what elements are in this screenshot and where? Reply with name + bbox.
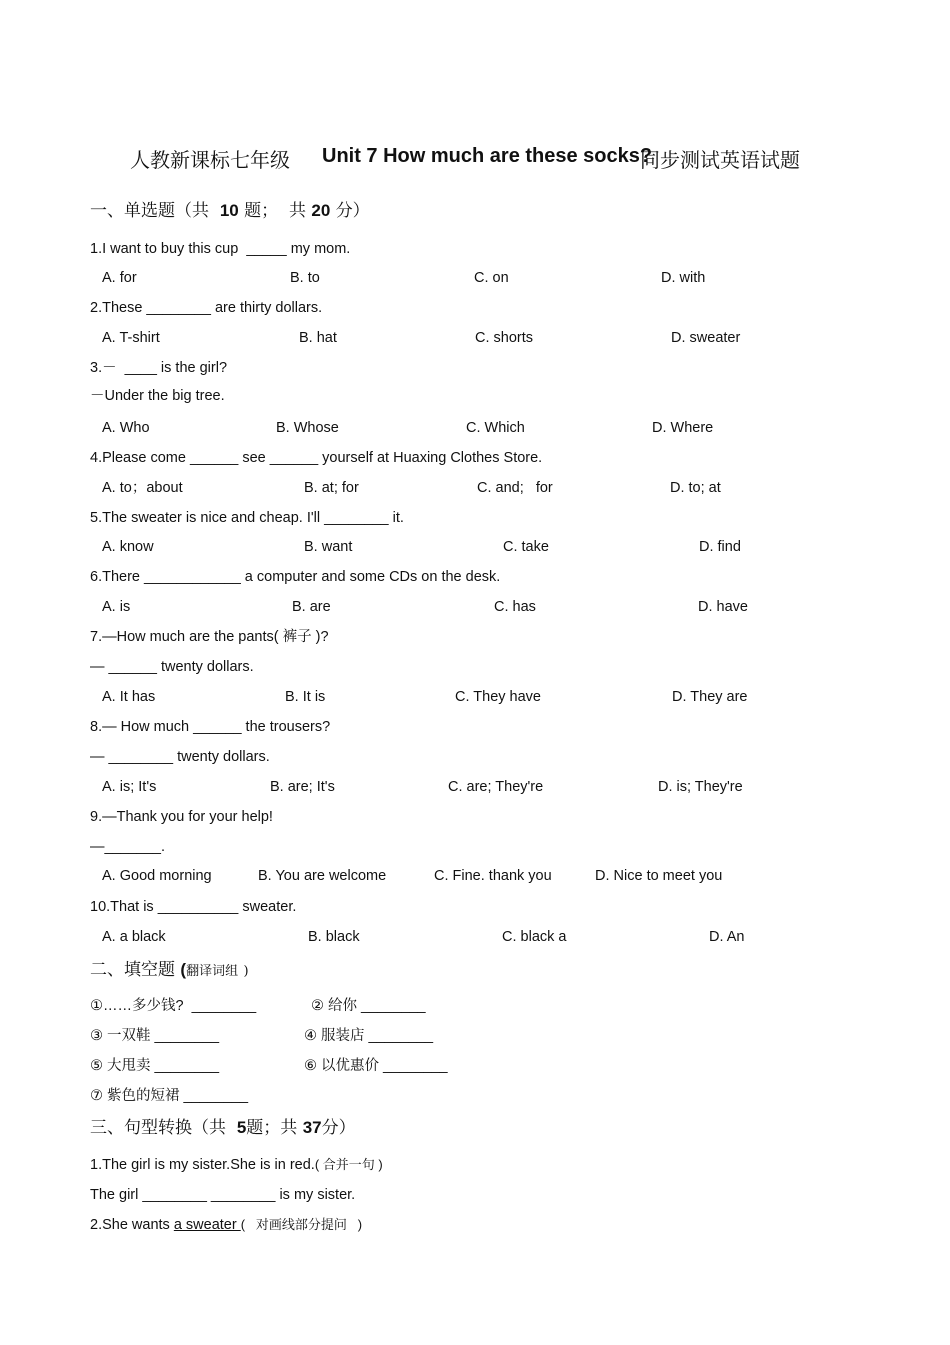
q4-option-c: C. and; for (477, 480, 553, 496)
section1-post: 分） (335, 201, 370, 221)
q10-option-d: D. An (709, 929, 745, 945)
transform-1 (90, 1156, 383, 1174)
q10-option-c: C. black a (502, 929, 567, 945)
q3-option-c: C. Which (466, 420, 525, 436)
q1-option-a: A. for (102, 270, 137, 286)
transform-2 (90, 1216, 362, 1234)
transform-2-note: ( 对画线部分提问 ) (240, 1217, 363, 1232)
fill-item-6: ⑥ 以优惠价 ________ (304, 1058, 448, 1074)
q5-option-b: B. want (304, 539, 353, 555)
section2-paren-open: ( (180, 960, 187, 979)
section3-count: 5 (236, 1118, 247, 1137)
q6-option-a: A. is (102, 599, 131, 615)
q1-option-d: D. with (661, 270, 706, 286)
section2-note: 翻译词组 (186, 964, 239, 979)
q9-option-d: D. Nice to meet you (595, 868, 723, 884)
section1-mid: 题； 共 (244, 201, 306, 221)
question-8-line2: — ________ twenty dollars. (90, 749, 270, 765)
title-suffix: 同步测试英语试题 (640, 148, 800, 172)
q9-option-b: B. You are welcome (258, 868, 387, 884)
title-prefix: 人教新课标七年级 (130, 148, 290, 172)
section1-pre: 一、单选题（共 (90, 201, 209, 221)
fill-item-3: ③ 一双鞋 ________ (90, 1028, 220, 1044)
question-2-stem: 2.These ________ are thirty dollars. (90, 300, 323, 316)
q3-option-d: D. Where (652, 420, 714, 436)
question-5-stem: 5.The sweater is nice and cheap. I'll ________ it. (90, 510, 404, 526)
question-4-stem: 4.Please come ______ see ______ yourself at Huaxing Clothes Store. (90, 450, 543, 466)
transform-1-text: 1.The girl is my sister.She is in red. (90, 1157, 315, 1173)
question-7-line2: — ______ twenty dollars. (90, 659, 254, 675)
question-1-stem: 1.I want to buy this cup _____ my mom. (90, 241, 351, 257)
fill-item-5: ⑤ 大甩卖 ________ (90, 1058, 220, 1074)
section1-score: 20 (311, 201, 331, 220)
q10-option-b: B. black (308, 929, 360, 945)
question-9-line2: —_______. (90, 839, 165, 855)
q2-option-b: B. hat (299, 330, 337, 346)
question-6-stem: 6.There ____________ a computer and some CDs on the desk. (90, 569, 501, 585)
question-9-stem: 9.—Thank you for your help! (90, 809, 273, 825)
fill-item-4: ④ 服装店 ________ (304, 1028, 434, 1044)
q7-option-c: C. They have (455, 689, 541, 705)
q2-option-a: A. T-shirt (102, 330, 160, 346)
q5-option-a: A. know (102, 539, 154, 555)
q8-option-a: A. is; It's (102, 779, 157, 795)
section2-title: 二、填空题 (90, 960, 175, 980)
section1-heading (90, 196, 370, 221)
q4-option-b: B. at; for (304, 480, 359, 496)
q8-option-c: C. are; They're (448, 779, 544, 795)
question-7-stem: 7.—How much are the pants( 裤子 )? (90, 629, 329, 645)
q4-option-a: A. to；about (102, 480, 183, 496)
section3-pre: 三、句型转换（共 (90, 1118, 226, 1138)
question-3-stem: 3.－ ____ is the girl? (90, 360, 228, 376)
q3-option-b: B. Whose (276, 420, 339, 436)
section2-heading (90, 955, 249, 980)
q7-option-a: A. It has (102, 689, 156, 705)
q9-option-a: A. Good morning (102, 868, 212, 884)
section1-count: 10 (219, 201, 239, 220)
q2-option-c: C. shorts (475, 330, 534, 346)
question-8-stem: 8.— How much ______ the trousers? (90, 719, 331, 735)
section2-paren-close: ) (243, 964, 249, 979)
q7-option-b: B. It is (285, 689, 326, 705)
q1-option-c: C. on (474, 270, 509, 286)
question-3-line2: －Under the big tree. (90, 388, 225, 404)
section3-heading (90, 1113, 356, 1138)
q5-option-d: D. find (699, 539, 741, 555)
q1-option-b: B. to (290, 270, 320, 286)
q3-option-a: A. Who (102, 420, 150, 436)
q6-option-d: D. have (698, 599, 748, 615)
q6-option-b: B. are (292, 599, 331, 615)
section3-post: 分） (321, 1118, 356, 1138)
title-english: Unit 7 How much are these socks? (322, 145, 653, 167)
fill-item-1: ①……多少钱? ________ (90, 998, 257, 1014)
section3-mid: 题；共 (246, 1118, 298, 1138)
transform-1-note: ( 合并一句 ) (314, 1157, 383, 1172)
transform-2-text: 2.She wants (90, 1217, 174, 1233)
q2-option-d: D. sweater (671, 330, 741, 346)
q10-option-a: A. a black (102, 929, 166, 945)
q7-option-d: D. They are (672, 689, 748, 705)
q5-option-c: C. take (503, 539, 549, 555)
q8-option-b: B. are; It's (270, 779, 335, 795)
q4-option-d: D. to; at (670, 480, 721, 496)
section3-score: 37 (302, 1118, 322, 1137)
q8-option-d: D. is; They're (658, 779, 743, 795)
transform-1-answer: The girl ________ ________ is my sister. (90, 1187, 356, 1203)
transform-2-underlined: a sweater (173, 1217, 241, 1233)
fill-item-7: ⑦ 紫色的短裙 ________ (90, 1088, 249, 1104)
document-title (0, 144, 950, 170)
fill-item-2: ② 给你 ________ (311, 998, 426, 1014)
q6-option-c: C. has (494, 599, 536, 615)
q9-option-c: C. Fine. thank you (434, 868, 552, 884)
question-10-stem: 10.That is __________ sweater. (90, 899, 297, 915)
